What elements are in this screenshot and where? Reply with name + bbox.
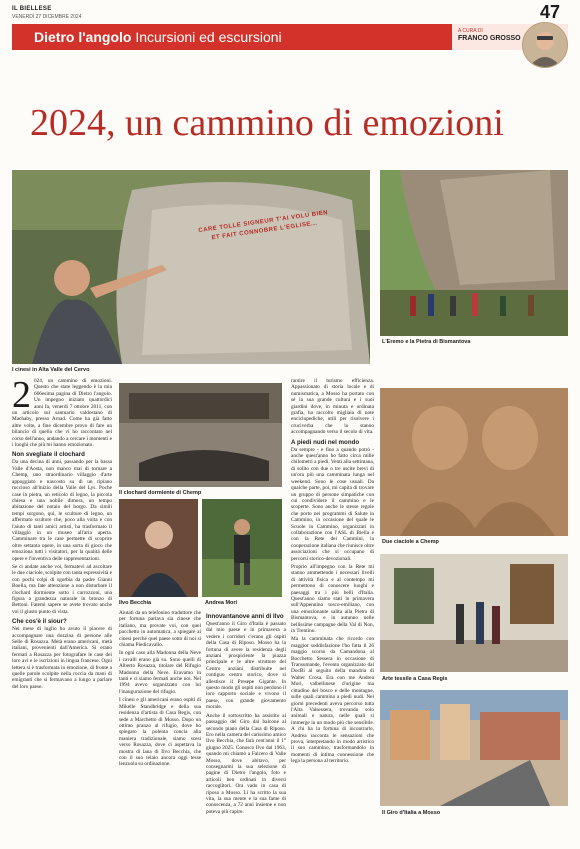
paragraph-mille-km: Da sempre - e fino a quando potrò - anche quest'anno ho fatto circa mille chilometri a piedi. Venti alla settimana, di solito con due o tre uscite brevi di un'ora più una camminata lunga nel weekend. Sono le cose usuali. Da qualche parte, poi, mi capita di trovare un gruppo di persone simpatiche con cui condividere il cammino e le scoperte. Sono anche le stesse regole che porto nei programmi di Salute in Cammino, in occasione del quale le Scuole in Cammino, organizzati in collaborazione con l'ASL di Biella e con la Rete dei Cammini, la cooperazione italiana che riunisce oltre associazioni che si occupano di percorsi storico-devozionali. <box>291 446 374 562</box>
subhead-piedi-nudi: A piedi nudi nel mondo <box>291 438 360 446</box>
article-intro: 024, un cammino di emozioni. Questo che state leggendo è la mia 666esima pagina di Dietro l'angolo. Un impegno iniziato quattordici anni fa, venerdì 7 ottobre 2011, con un articolo sul santuario valdostano di Machaby, presso Arnad. Come ha già fatto altre volte, a fine dicembre provo di fare un bilancio di quello che vi ho raccontato nel corso dell'anno, andando a cercare i momenti e i luoghi che più mi hanno emozionato. <box>12 378 112 449</box>
paragraph-chemp: Da una decina di anni, passando per la bassa Valle d'Aosta, non manco mai di tornare a Chemp, uno straordinario villaggio d'arte appoggiato e nascosto su di un ripiano roccioso all'inizio della Valle del Lys. Poche case in pietra, un reticolo di legno, la piccola chiesa e una nobile dimora, un tempo abitazione del notaio del borgo. Da simili tempi sorgono, qui, le sculture di legno, un affermato scultore che, poco alla volta e con l'aiuto di tanti amici artisti, ha trasformato il villaggio in un museo all'aria aperta. Camminare tra le case permette di scoprire oltre settanta opere, in una sorta di gioco che emoziona tutti i visitatori, per la qualità delle opere e l'inventiva delle rappresentazioni. <box>12 459 112 562</box>
article-column-1 <box>12 378 112 844</box>
paragraph-rete: Proprio all'impegno con la Rete mi stanno ammettendo i necessari livelli di attività fisica e al contempo mi permettono di conoscere luoghi e paesaggi tra i più belli d'Italia. Quest'anno siamo stati in primavera sull'Appennino tosco-emiliano, con una emozionante salita alla Pietra di Bismantova, e in autunno nelle bellissime campagne della Val di Non, in Trentino. <box>291 563 374 635</box>
caption-giro: Il Giro d'Italia a Mosso <box>382 810 441 816</box>
paragraph-casa-regis: I cinesi e gli americani erano ospiti di Mikelle Standbridge e della sua residenza d'artista di Casa Regis, con sede a Marchetto di Mosso. Dopo un ottimo pranzo al rifugio, dove ho spiegato la polenta concia alla maniera tradizionale, siamo scesi verso Rosazza, dove ci aspettava la mostra di lana di Ilvo Becchia, che con il suo telaio ancora oggi tesse lenzuola su ordinazione. <box>119 697 201 768</box>
author-avatar <box>522 22 568 68</box>
photo-cliff-hikers <box>380 170 568 336</box>
section-banner <box>12 24 452 50</box>
photo-due-ciaciole <box>380 388 568 536</box>
section-title: Dietro l'angolo <box>34 29 132 45</box>
caption-mori: Andrea Mori <box>205 600 238 606</box>
subhead-siour: Che cos'è il siour? <box>12 618 67 626</box>
caption-cliff: L'Eremo e la Pietra di Bismantova <box>382 339 471 345</box>
photo-rock-inscription <box>12 170 370 364</box>
page-number: 47 <box>540 2 561 22</box>
headline: 2024, un cammino di emozioni <box>30 102 504 144</box>
paragraph-numismatica: rantire il turismo efficienza. Appassionato di storia locale e di numismatica, a Mosso ha portato con sé la sua grande cultura e i suoi giardini dove, in minuta e ordinata grafia, ha raccolto migliaia di note enciclopediche, utili per risolvere i cruciverba che lo stanno accompagnando verso il secolo di vita. <box>291 378 374 436</box>
issue-date: VENERDÌ 27 DICEMBRE 2024 <box>12 14 82 20</box>
drop-cap: 2 <box>12 378 31 416</box>
byline-label: A CURA DI <box>458 28 483 34</box>
caption-rock: I cinesi in Alta Valle del Cervo <box>12 367 90 373</box>
photo-andrea-mori <box>202 499 282 597</box>
section-subtitle: Incursioni ed escursioni <box>135 29 282 45</box>
photo-ilvo-becchia <box>119 499 198 597</box>
subhead-clochard: Non svegliate il clochard <box>12 451 85 459</box>
article-column-2 <box>119 610 201 844</box>
article-column-3 <box>206 610 286 844</box>
caption-ciaciole: Due ciaciole a Chemp <box>382 539 439 545</box>
article-column-4 <box>291 378 374 844</box>
photo-giro-mosso <box>380 690 568 806</box>
paragraph-rosazza: Nel mese di luglio ho avuto il piacere di accompagnare una dozzina di persone alle Selle di Rosazza. Metà erano americani, metà italiani, provenienti dall'America. Si erano fermati a Rosazza per fotografare le case dei loro avi e le iscrizioni in lingua francese. Ogni lettera si è trasformata in emozione, di fronte a quelle parole scolpite nella roccia da mani di emigranti che si fermavano a lungo a parlare del loro paese. <box>12 626 112 690</box>
paragraph-ciaciole: Se ci andate anche voi, fermatevi ad ascoltare le due ciaciole, scolpite con tanta espressività e con pochi colpi di sgorbia da padre Gianni Boella, ma fate attenzione a non disturbare il clochard dormiente sotto i carrozzoni, una figura a grandezza naturale in bronzo di Bettoni. Fatemi sapere se avete trovato anche voi il giusto punto di vista. <box>12 563 112 615</box>
byline-author: FRANCO GROSSO <box>458 35 521 42</box>
subhead-ilvo: Innovantanove anni di Ilvo <box>206 613 284 620</box>
photo-clochard-sculpture <box>119 383 282 487</box>
paragraph-transumande: Ma la camminata che ricordo con maggior soddisfazione l'ho fatta il 26 maggio scorso da Camandona al Bocchetto Sessera in occasione di Transumande, l'evento organizzato dal DocBi al seguito della mandria di Walter Crosa. Era con me Andrea Mori, valbellinese d'origine ma cittadino del bosco e delle montagne, sulle quali cammina a piedi nudi. Nei giorni precedenti aveva percorso tutta l'Alta Valsessera, trovando solo animali e natura, nelle quali si immerge in un modo più che sensibile. A chi ha la fortuna di incontrarlo, Andrea racconta le sensazioni che prova, interpretando in modo artistico il suo cammino, trasformandolo in momenti di intima connessione che lega la persona al territorio. <box>291 636 374 765</box>
paragraph-casa-riposo: Anche il sottoscritto ha assistito al passaggio del Giro dal balcone al secondo piano della Casa di Riposo. Ero nella camera del carissimo amico Ilvo Becchia, che farà cent'anni il 1° giugno 2025. Conosco Ilvo dal 1963, quando mi chiamò a Falcero di Valle Mosso, dove abitavo, per consegnarmi la sua selezione di pagine di Dietro l'angolo, foto e articoli ben ordinati in diversi raccoglitori. Ora vado in casa di riposo a Mosso. Lì ha scritto la sua vita, la sua mente e la sua fame di conoscenza, a 72 anni insieme e non poteva più capire. <box>206 712 286 815</box>
photo-casa-regis <box>380 554 568 672</box>
newspaper-name: IL BIELLESE <box>12 6 52 12</box>
caption-regis: Arte tessile a Casa Regis <box>382 676 448 682</box>
caption-becchia: Ilvo Becchia <box>119 600 152 606</box>
paragraph-giro: Quest'anno il Giro d'Italia è passato dal mio paese e in primavera a vedere i corridori c'erano gli ospiti della Casa di Riposo. Mosso ha la fortuna di avere la residenza degli anziani prospiciente la piazza principale e le altre strutture del Centro anziani distribuite nel contiguo centro storico, dove si allestisce il Presepe Gigante. In questo modo gli ospiti non perdono il loro rapporto sociale e vivono il paese, con grande giovamento morale. <box>206 621 286 711</box>
paragraph-madonna-neve: In ogni caso alla Madonna della Neve i cavalli erano già su. Sono quelli di Alberto Rosazza, titolare del Rifugio Madonna della Neve. Eravamo in tanti e ci siamo fermati anche noi. Nel 1994 avevo organizzato con lui l'inaugurazione del rifugio. <box>119 650 201 695</box>
caption-chemp: Il clochard dormiente di Chemp <box>119 490 202 496</box>
stone-inscription: CARE TOLLE SIGNEUR T'AI VOLU BIEN ET FAIT CONNOBRE L'EGLISE... <box>198 209 329 242</box>
paragraph-translator: Aiutati da un telefonino traduttore che per fortuna parlava sia cinese che italiano, ma provate voi, con quel pacchetto in automatica, a spiegare ai cinesi perché quel paese sotto di noi si chiama Piedicavallo. <box>119 610 201 649</box>
